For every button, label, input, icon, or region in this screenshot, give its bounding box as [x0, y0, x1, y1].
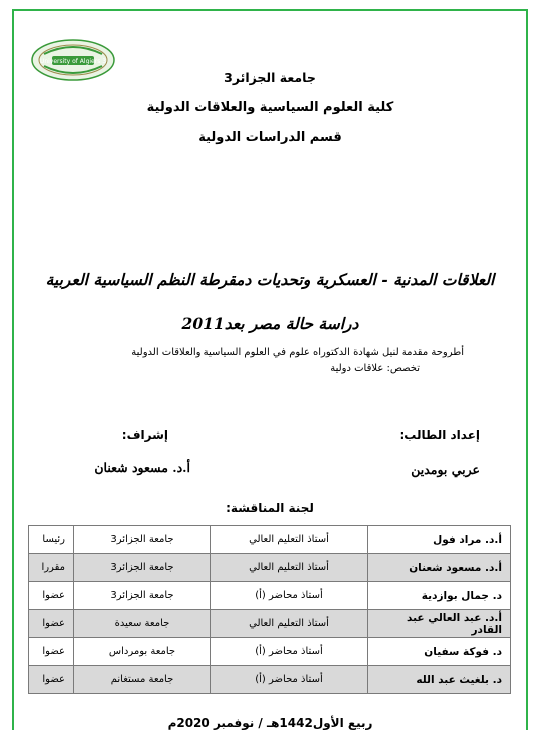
- member-role: رئيسا: [29, 526, 74, 554]
- member-role: عضوا: [29, 610, 74, 638]
- student-name: عربي بومدين: [411, 462, 480, 477]
- member-role: عضوا: [29, 638, 74, 666]
- committee-row: [29, 638, 511, 666]
- member-rank: أستاذ محاضر (أ): [211, 582, 368, 610]
- committee-table: [28, 525, 511, 694]
- thesis-title: العلاقات المدنية - العسكرية وتحديات دمقرطة النظم السياسية العربية: [45, 270, 495, 289]
- member-name: أ.د. مسعود شعنان: [368, 554, 511, 582]
- member-name: د. جمال بوازدية: [368, 582, 511, 610]
- thesis-subtitle: أطروحة مقدمة لنيل شهادة الدكتوراه علوم في العلوم السياسية والعلاقات الدولية: [131, 347, 464, 358]
- thesis-specialty: تخصص: علاقات دولية: [330, 363, 420, 374]
- faculty-name: كلية العلوم السياسية والعلاقات الدولية: [146, 100, 394, 115]
- defense-date: ربيع الأول1442هـ / نوفمبر 2020م: [167, 716, 373, 730]
- member-role: مقررا: [29, 554, 74, 582]
- member-name: أ.د. مراد فول: [368, 526, 511, 554]
- department-name: قسم الدراسات الدولية: [198, 130, 342, 145]
- logo-text: University of Algiers 3: [39, 58, 107, 65]
- member-name: د. بلغيث عبد الله: [368, 666, 511, 694]
- member-rank: أستاذ محاضر (أ): [211, 638, 368, 666]
- member-rank: أستاذ محاضر (أ): [211, 666, 368, 694]
- supervisor-label: إشراف:: [121, 428, 168, 442]
- member-university: جامعة الجزائر3: [74, 582, 211, 610]
- committee-row: [29, 666, 511, 694]
- committee-row: [29, 554, 511, 582]
- committee-row: [29, 610, 511, 638]
- member-name: أ.د. عبد العالي عبد القادر: [368, 610, 511, 638]
- supervisor-name: أ.د. مسعود شعنان: [94, 460, 190, 475]
- committee-row: [29, 526, 511, 554]
- member-rank: أستاذ التعليم العالي: [211, 610, 368, 638]
- committee-row: [29, 582, 511, 610]
- member-university: جامعة بومرداس: [74, 638, 211, 666]
- university-name: جامعة الجزائر3: [224, 70, 316, 85]
- member-name: د. فوكة سفيان: [368, 638, 511, 666]
- committee-title: لجنة المناقشة:: [226, 501, 314, 515]
- thesis-title-line2: دراسة حالة مصر بعد2011: [181, 314, 359, 333]
- member-rank: أستاذ التعليم العالي: [211, 554, 368, 582]
- member-rank: أستاذ التعليم العالي: [211, 526, 368, 554]
- student-label: إعداد الطالب:: [399, 428, 480, 442]
- member-university: جامعة سعيدة: [74, 610, 211, 638]
- member-university: جامعة الجزائر3: [74, 554, 211, 582]
- member-role: عضوا: [29, 582, 74, 610]
- member-role: عضوا: [29, 666, 74, 694]
- member-university: جامعة الجزائر3: [74, 526, 211, 554]
- member-university: جامعة مستغانم: [74, 666, 211, 694]
